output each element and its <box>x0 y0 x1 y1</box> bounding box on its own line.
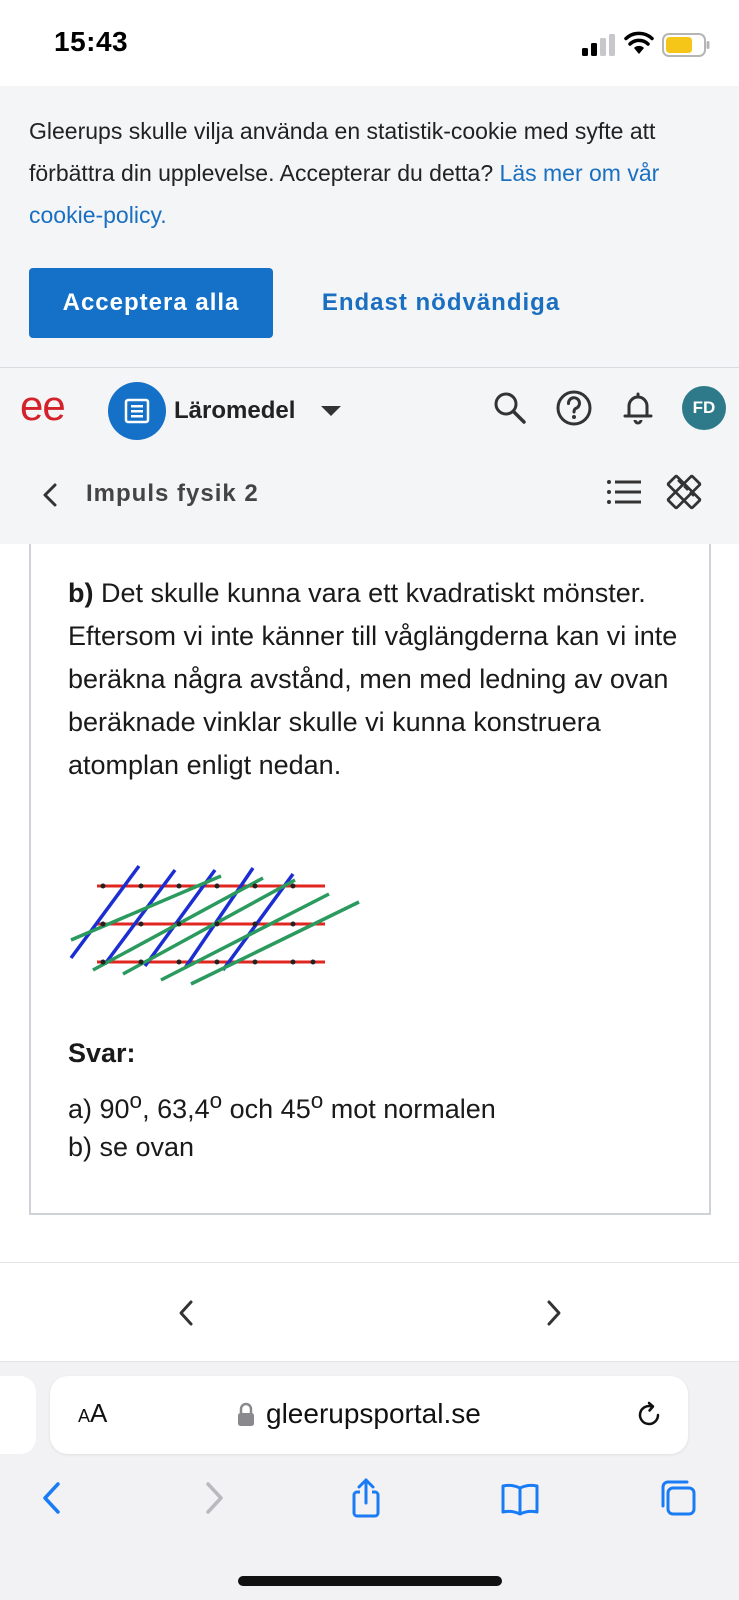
chevron-right-icon[interactable] <box>542 1297 566 1329</box>
answer-a-part: a) 90 <box>68 1094 130 1124</box>
browser-toolbar <box>0 1362 739 1600</box>
plane-line-blue <box>71 866 139 958</box>
laromedel-label: Läromedel <box>174 397 296 424</box>
cookie-policy-link[interactable]: Läs mer om vår cookie-policy. <box>29 160 660 228</box>
plane-line-green <box>191 902 359 984</box>
home-indicator[interactable] <box>238 1576 502 1586</box>
share-icon[interactable] <box>346 1478 386 1518</box>
tabs-icon[interactable] <box>658 1478 698 1518</box>
necessary-only-button[interactable]: Endast nödvändiga <box>296 268 586 338</box>
battery-icon <box>662 33 710 57</box>
lock-icon <box>236 1402 256 1428</box>
reload-icon[interactable] <box>634 1400 664 1430</box>
plane-line-green <box>123 880 295 974</box>
back-icon[interactable] <box>34 1478 74 1518</box>
laromedel-menu-button[interactable] <box>108 382 341 440</box>
bell-icon[interactable] <box>618 388 658 428</box>
cookie-text: Gleerups skulle vilja använda en statistik-cookie med syfte att förbättra din upplevelse. Accepterar du detta? <box>29 118 656 186</box>
status-time: 15:43 <box>54 26 129 57</box>
solution-text: Det skulle kunna vara ett kvadratiskt mönster. Eftersom vi inte känner till våglängderna kan vi inte beräkna några avstånd, men med ledning av ovan beräknade vinklar skulle vi kunna konstruera atomplan enligt nedan. <box>68 578 678 780</box>
solution-paragraph-b <box>68 572 688 787</box>
wifi-icon <box>624 30 654 56</box>
aa-large: A <box>90 1398 108 1428</box>
bookmarks-icon[interactable] <box>500 1478 540 1518</box>
forward-icon[interactable] <box>192 1478 232 1518</box>
answer-heading: Svar: <box>68 1038 136 1068</box>
solution-card <box>29 544 711 1215</box>
answer-b: b) se ovan <box>68 1132 195 1162</box>
page-navigation <box>0 1262 739 1362</box>
chevron-left-icon[interactable] <box>174 1297 198 1329</box>
cellular-signal-icon <box>582 34 616 56</box>
part-b-marker: b) <box>68 578 94 608</box>
user-avatar[interactable]: FD <box>682 386 726 430</box>
atomic-planes-figure <box>67 864 387 1004</box>
gleerups-logo[interactable]: ee <box>20 382 65 429</box>
degree-sign: o <box>310 1088 324 1113</box>
search-icon[interactable] <box>490 388 530 428</box>
help-icon[interactable] <box>554 388 594 428</box>
book-icon <box>108 382 166 440</box>
answer-a-part: och 45 <box>222 1094 311 1124</box>
reader-options-button[interactable] <box>78 1398 107 1429</box>
app-header <box>0 368 739 544</box>
course-title[interactable]: Impuls fysik 2 <box>86 480 259 507</box>
aa-small: A <box>78 1406 91 1426</box>
cookie-banner <box>0 86 739 368</box>
status-bar <box>0 0 739 86</box>
previous-tab-preview[interactable] <box>0 1376 36 1454</box>
degree-sign: o <box>209 1088 223 1113</box>
answer-a-part: , 63,4 <box>142 1094 210 1124</box>
plane-line-blue <box>185 868 253 968</box>
list-icon[interactable] <box>606 476 642 508</box>
address-bar[interactable] <box>50 1376 688 1454</box>
url-text: gleerupsportal.se <box>266 1398 481 1429</box>
cookie-message <box>29 110 719 236</box>
chevron-left-icon[interactable] <box>38 480 62 510</box>
answer-a-part: mot normalen <box>323 1094 496 1124</box>
caret-down-icon <box>321 406 341 416</box>
answer-a <box>68 1088 496 1125</box>
ruler-pencil-icon[interactable] <box>664 472 704 512</box>
degree-sign: o <box>129 1088 143 1113</box>
accept-all-button[interactable]: Acceptera alla <box>29 268 273 338</box>
